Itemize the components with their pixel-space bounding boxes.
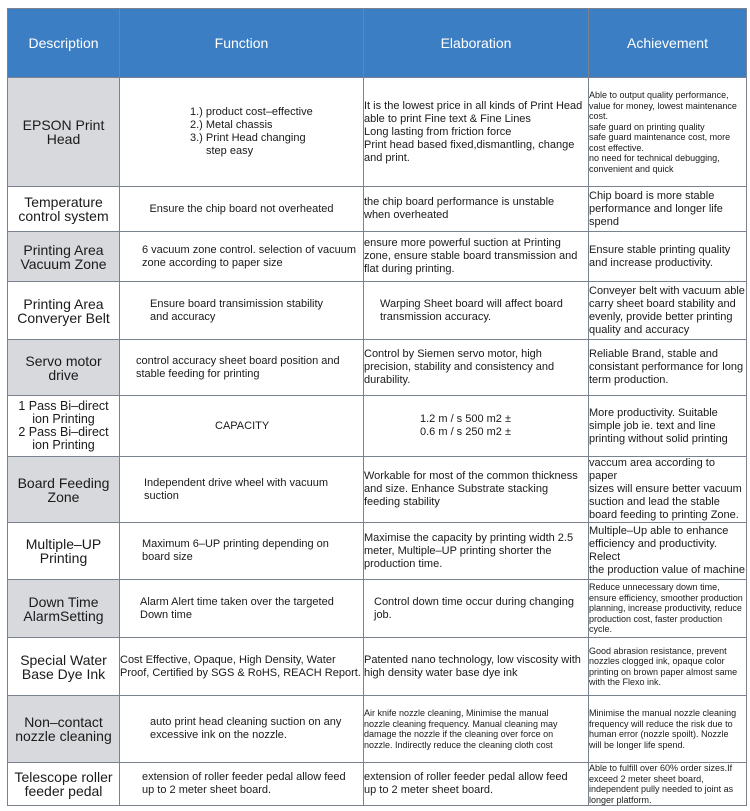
achievement-line: simple job ie. text and line: [589, 419, 716, 432]
description-line: Converyer Belt: [17, 309, 110, 326]
achievement-cell: [589, 580, 747, 638]
achievement-line: Reduce unnecessary down time,: [589, 582, 720, 593]
elaboration-line: flat during printing.: [364, 263, 455, 275]
achievement-line: cost.: [589, 111, 609, 121]
function-line: Ensure the chip board not overheated: [149, 202, 334, 215]
function-line: and accuracy: [150, 310, 216, 323]
description-cell: [8, 78, 120, 187]
achievement-line: quality and accuracy: [589, 323, 690, 336]
description-line: Down Time: [28, 593, 99, 610]
elaboration-line: able to print Fine text & Fine Lines: [364, 112, 531, 125]
elaboration-line: Patented nano technology, low viscosity with: [364, 653, 581, 666]
elaboration-line: and print.: [364, 151, 410, 164]
elaboration-line: Long lasting from friction force: [364, 125, 512, 138]
achievement-line: no need for technical debugging,: [589, 153, 720, 163]
achievement-line: Able to fulfill over 60% order sizes.If: [589, 763, 733, 773]
achievement-line: cost effective.: [589, 142, 644, 153]
header-row: [8, 9, 747, 78]
description-cell: [8, 638, 120, 696]
achievement-line: spend: [589, 215, 619, 228]
achievement-line: value for money, lowest maintenance: [589, 100, 737, 111]
elaboration-line: the chip board performance is unstable: [364, 196, 555, 208]
description-line: Servo motor: [25, 352, 102, 369]
function-line: 2.) Metal chassis: [190, 119, 273, 131]
achievement-line: exceed 2 meter sheet board,: [589, 773, 704, 784]
elaboration-line: It is the lowest price in all kinds of Print Head: [364, 99, 583, 112]
achievement-line: Good abrasion resistance, prevent: [589, 645, 727, 656]
function-line: zone according to paper size: [142, 256, 283, 269]
achievement-line: nozzles clogged ink, opaque color: [589, 656, 725, 666]
achievement-line: suction and lead the stable: [589, 496, 720, 508]
achievement-line: carry sheet board stability and: [589, 297, 736, 310]
elaboration-line: Air knife nozzle cleaning, Minimise the manual: [364, 708, 549, 718]
function-line: 1.) product cost–effective: [190, 106, 313, 118]
achievement-line: consistant performance for long: [589, 361, 744, 373]
elaboration-line: Maximise the capacity by printing width 2.5: [364, 531, 574, 544]
function-line: Alarm Alert time taken over the targeted: [140, 595, 334, 608]
achievement-line: planning, increase productivity, reduce: [589, 603, 742, 614]
elaboration-line: durability.: [364, 374, 411, 386]
elaboration-cell: [364, 638, 589, 696]
elaboration-cell: [364, 282, 589, 340]
table-row: [8, 340, 747, 396]
elaboration-line: 0.6 m / s 250 m2 ±: [420, 426, 512, 438]
achievement-cell: [589, 457, 747, 523]
description-line: Printing Area: [23, 295, 104, 312]
elaboration-line: Control down time occur during changing: [374, 595, 574, 608]
elaboration-line: nozzle. Indirectly reduce the cleaning cloth cost: [364, 739, 553, 750]
achievement-line: convenient and quick: [589, 163, 674, 174]
description-line: AlarmSetting: [23, 607, 104, 624]
description-cell: [8, 696, 120, 763]
elaboration-cell: [364, 396, 589, 457]
achievement-line: evenly, provide better printing: [589, 310, 733, 323]
description-line: Printing Area: [23, 241, 104, 258]
achievement-line: longer platform.: [589, 794, 652, 805]
function-line: Down time: [140, 608, 192, 621]
elaboration-line: Workable for most of the common thickness: [364, 470, 578, 482]
description-cell: [8, 187, 120, 232]
spec-table: [7, 8, 747, 806]
achievement-line: frequency will reduce the risk due to: [589, 718, 733, 729]
description-line: Multiple–UP: [25, 536, 102, 552]
function-cell: [120, 523, 364, 580]
header-function: Function: [120, 9, 364, 78]
description-line: feeder pedal: [24, 783, 103, 799]
table-row: [8, 638, 747, 696]
achievement-cell: [589, 282, 747, 340]
elaboration-line: feeding stability: [364, 496, 440, 508]
description-line: Base Dye Ink: [21, 665, 106, 682]
description-cell: [8, 580, 120, 638]
description-line: Head: [46, 131, 81, 147]
table-row: [8, 523, 747, 580]
function-cell: [120, 763, 364, 806]
description-cell: [8, 340, 120, 396]
elaboration-line: nozzle cleaning frequency. Manual cleaning may: [364, 718, 558, 729]
achievement-line: board feeding to printing Zone.: [589, 509, 739, 521]
achievement-line: vaccum area according to paper: [589, 457, 715, 482]
elaboration-cell: [364, 580, 589, 638]
function-line: Cost Effective, Opaque, High Density, Water: [120, 653, 336, 666]
function-cell: [120, 638, 364, 696]
elaboration-line: extension of roller feeder pedal allow feed: [364, 771, 568, 783]
description-line: Vacuum Zone: [20, 255, 107, 272]
description-line: ion Printing: [32, 438, 95, 452]
elaboration-line: Print head based fixed,dismantling, change: [364, 138, 575, 151]
description-line: Special Water: [20, 651, 107, 668]
elaboration-line: and size. Enhance Substrate stacking: [364, 483, 549, 495]
function-line: suction: [144, 489, 179, 502]
function-line: control accuracy sheet board position and: [136, 354, 340, 367]
elaboration-line: transmission accuracy.: [380, 310, 492, 323]
elaboration-line: 1.2 m / s 500 m2 ±: [420, 413, 512, 425]
function-line: stable feeding for printing: [136, 367, 260, 380]
achievement-line: Reliable Brand, stable and: [589, 348, 719, 360]
description-cell: [8, 523, 120, 580]
table-row: [8, 78, 747, 187]
header-elaboration: Elaboration: [364, 9, 589, 78]
elaboration-cell: [364, 232, 589, 282]
achievement-cell: [589, 696, 747, 763]
description-line: nozzle cleaning: [15, 728, 112, 744]
function-line: Independent drive wheel with vacuum: [144, 476, 329, 489]
achievement-line: Ensure stable printing quality: [589, 243, 731, 256]
table-row: [8, 282, 747, 340]
function-line: Ensure board transimission stability: [150, 297, 324, 310]
header-description: Description: [8, 9, 120, 78]
elaboration-line: Warping Sheet board will affect board: [380, 297, 563, 310]
achievement-line: sizes will ensure better vacuum: [589, 483, 742, 495]
achievement-line: production cost, faster production: [589, 613, 723, 624]
achievement-line: efficiency and productivity. Relect: [589, 538, 717, 563]
elaboration-cell: [364, 696, 589, 763]
elaboration-line: precision, stability and consistency and: [364, 361, 555, 373]
description-line: Board Feeding: [17, 474, 110, 491]
description-line: 1 Pass Bi–direct: [18, 399, 109, 413]
table-row: [8, 396, 747, 457]
elaboration-line: high density water base dye ink: [364, 666, 518, 679]
achievement-line: the production value of machine: [589, 564, 745, 576]
description-cell: [8, 282, 120, 340]
description-cell: [8, 232, 120, 282]
elaboration-line: ensure more powerful suction at Printing: [364, 237, 561, 249]
table-row: [8, 232, 747, 282]
function-cell: [120, 187, 364, 232]
function-line: up to 2 meter sheet board.: [142, 784, 272, 796]
achievement-line: with the Flexo ink.: [589, 677, 662, 687]
achievement-cell: [589, 638, 747, 696]
description-cell: [8, 457, 120, 523]
achievement-line: Minimise the manual nozzle cleaning: [589, 708, 737, 718]
achievement-line: Conveyer belt with vacuum able: [589, 284, 745, 297]
achievement-cell: [589, 187, 747, 232]
elaboration-line: job.: [374, 608, 392, 621]
description-line: ion Printing: [32, 412, 95, 426]
description-cell: [8, 396, 120, 457]
function-line: extension of roller feeder pedal allow feed: [142, 771, 346, 783]
elaboration-line: Control by Siemen servo motor, high: [364, 348, 542, 360]
table-row: [8, 580, 747, 638]
function-line: auto print head cleaning suction on any: [150, 716, 342, 728]
elaboration-cell: [364, 523, 589, 580]
function-cell: [120, 580, 364, 638]
function-cell: [120, 396, 364, 457]
table-row: [8, 763, 747, 806]
table-row: [8, 457, 747, 523]
description-line: Temperature: [24, 194, 103, 210]
function-cell: [120, 340, 364, 396]
elaboration-cell: [364, 763, 589, 806]
achievement-line: Chip board is more stable: [589, 189, 715, 202]
achievement-line: ensure efficiency, smoother production: [589, 592, 743, 603]
elaboration-line: damage the nozzle if the cleaning over force on: [364, 729, 554, 739]
function-cell: [120, 457, 364, 523]
description-cell: [8, 763, 120, 806]
achievement-line: Able to output quality performance,: [589, 90, 729, 100]
elaboration-line: up to 2 meter sheet board.: [364, 784, 494, 796]
elaboration-line: production time.: [364, 557, 443, 570]
elaboration-cell: [364, 78, 589, 187]
achievement-line: term production.: [589, 374, 669, 386]
elaboration-line: when overheated: [364, 209, 449, 221]
description-line: 2 Pass Bi–direct: [18, 425, 109, 439]
achievement-cell: [589, 78, 747, 187]
description-line: Telescope roller: [14, 769, 113, 785]
function-line: Proof, Certified by SGS & RoHS, REACH Report.: [120, 666, 361, 679]
elaboration-line: zone, ensure stable board transmission and: [364, 250, 578, 262]
achievement-line: Multiple–Up able to enhance: [589, 525, 729, 537]
description-line: drive: [48, 366, 79, 383]
function-cell: [120, 78, 364, 187]
achievement-line: and increase productivity.: [589, 256, 713, 269]
table-row: [8, 187, 747, 232]
table-row: [8, 696, 747, 763]
elaboration-cell: [364, 457, 589, 523]
achievement-line: More productivity. Suitable: [589, 406, 718, 419]
achievement-cell: [589, 396, 747, 457]
achievement-cell: [589, 232, 747, 282]
elaboration-cell: [364, 340, 589, 396]
achievement-line: safe guard maintenance cost, more: [589, 132, 731, 142]
function-cell: [120, 696, 364, 763]
achievement-line: printing without solid printing: [589, 432, 728, 445]
achievement-line: human error (nozzle spoilt). Nozzle: [589, 729, 729, 739]
achievement-cell: [589, 763, 747, 806]
achievement-line: safe guard on printing quality: [589, 121, 705, 132]
elaboration-line: meter, Multiple–UP printing shorter the: [364, 544, 552, 557]
description-line: Printing: [39, 550, 88, 566]
function-cell: [120, 282, 364, 340]
function-line: excessive ink on the nozzle.: [150, 729, 287, 741]
achievement-cell: [589, 340, 747, 396]
function-line: 3.) Print Head changing: [190, 132, 306, 144]
achievement-line: printing on brown paper almost same: [589, 666, 738, 677]
function-cell: [120, 232, 364, 282]
description-line: Zone: [47, 488, 80, 505]
function-line: step easy: [206, 145, 254, 157]
achievement-line: independent pully needed to joint as: [589, 784, 734, 794]
elaboration-cell: [364, 187, 589, 232]
description-line: control system: [18, 208, 109, 224]
function-line: Maximum 6–UP printing depending on: [142, 538, 329, 550]
function-line: CAPACITY: [215, 419, 270, 432]
description-line: EPSON Print: [22, 117, 105, 133]
achievement-line: will be longer life spend.: [589, 739, 686, 750]
description-line: Non–contact: [24, 714, 103, 730]
achievement-cell: [589, 523, 747, 580]
header-achievement: Achievement: [589, 9, 747, 78]
achievement-line: performance and longer life: [589, 202, 723, 215]
achievement-line: cycle.: [589, 624, 613, 635]
function-line: board size: [142, 551, 193, 563]
function-line: 6 vacuum zone control. selection of vacuum: [142, 243, 357, 256]
